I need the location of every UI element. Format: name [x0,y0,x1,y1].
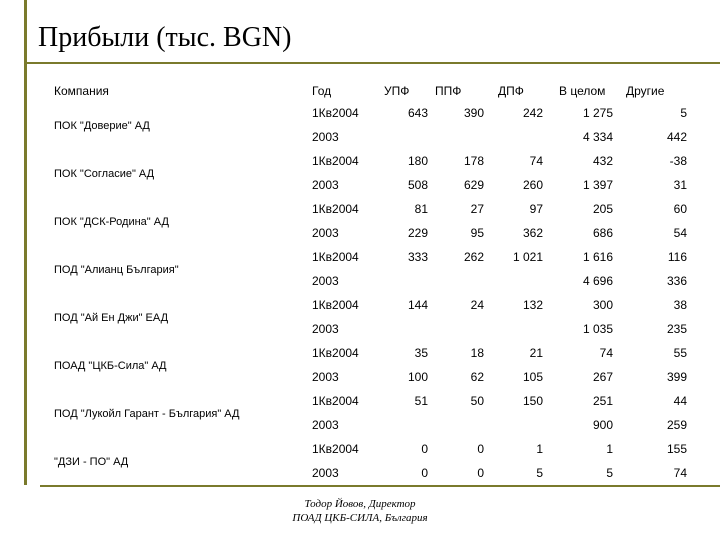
year-cell: 1Кв2004 [312,154,359,168]
profits-table [46,72,696,484]
other-cell: 5 [680,106,687,120]
upf-cell: 229 [407,226,428,240]
total-cell: 300 [592,298,613,312]
ppf-cell: 95 [470,226,484,240]
upf-cell: 100 [407,370,428,384]
ppf-cell: 178 [463,154,484,168]
company-name: ПОК "ДСК-Родина" АД [54,216,169,228]
total-cell: 1 275 [582,106,613,120]
year-cell: 2003 [312,322,339,336]
total-cell: 251 [592,394,613,408]
bottom-accent-line [40,485,720,487]
total-cell: 686 [592,226,613,240]
ppf-cell: 390 [463,106,484,120]
year-cell: 2003 [312,466,339,480]
ppf-cell: 62 [470,370,484,384]
dpf-cell: 97 [529,202,543,216]
company-name: ПОАД "ЦКБ-Сила" АД [54,360,167,372]
footer-organization: ПОАД ЦКБ-СИЛА, България [292,512,428,524]
total-cell: 4 696 [582,274,613,288]
header-ppf: ППФ [435,84,462,98]
company-name: ПОК "Согласие" АД [54,168,155,180]
other-cell: 235 [666,322,687,336]
company-name: ПОК "Доверие" АД [54,120,150,132]
upf-cell: 643 [407,106,428,120]
year-cell: 1Кв2004 [312,202,359,216]
total-cell: 74 [599,346,613,360]
other-cell: 259 [666,418,687,432]
total-cell: 205 [592,202,613,216]
header-company: Компания [54,84,109,98]
other-cell: 44 [673,394,687,408]
dpf-cell: 1 [536,442,543,456]
dpf-cell: 5 [536,466,543,480]
upf-cell: 35 [414,346,428,360]
header-other: Другие [626,84,665,98]
upf-cell: 144 [407,298,428,312]
total-cell: 4 334 [582,130,613,144]
other-cell: 442 [666,130,687,144]
dpf-cell: 362 [522,226,543,240]
title-underline [24,62,720,64]
dpf-cell: 1 021 [512,250,543,264]
ppf-cell: 18 [470,346,484,360]
year-cell: 2003 [312,130,339,144]
other-cell: 55 [673,346,687,360]
header-upf: УПФ [384,84,410,98]
other-cell: 54 [673,226,687,240]
year-cell: 2003 [312,178,339,192]
year-cell: 1Кв2004 [312,298,359,312]
dpf-cell: 260 [522,178,543,192]
upf-cell: 180 [407,154,428,168]
upf-cell: 0 [421,466,428,480]
other-cell: 31 [673,178,687,192]
header-year: Год [312,84,332,98]
ppf-cell: 629 [463,178,484,192]
total-cell: 432 [592,154,613,168]
other-cell: 155 [666,442,687,456]
other-cell: -38 [669,154,687,168]
year-cell: 2003 [312,226,339,240]
upf-cell: 0 [421,442,428,456]
other-cell: 38 [673,298,687,312]
total-cell: 1 035 [582,322,613,336]
ppf-cell: 50 [470,394,484,408]
footer [0,497,720,525]
other-cell: 74 [673,466,687,480]
total-cell: 5 [606,466,613,480]
year-cell: 2003 [312,274,339,288]
header-total: В целом [559,84,606,98]
dpf-cell: 242 [522,106,543,120]
company-name: "ДЗИ - ПО" АД [54,456,129,468]
year-cell: 1Кв2004 [312,346,359,360]
upf-cell: 51 [414,394,428,408]
company-name: ПОД "Алианц България" [54,264,179,276]
header-dpf: ДПФ [498,84,524,98]
dpf-cell: 21 [529,346,543,360]
ppf-cell: 0 [477,466,484,480]
total-cell: 1 616 [582,250,613,264]
year-cell: 2003 [312,418,339,432]
year-cell: 1Кв2004 [312,250,359,264]
year-cell: 1Кв2004 [312,394,359,408]
year-cell: 1Кв2004 [312,106,359,120]
total-cell: 1 397 [582,178,613,192]
ppf-cell: 262 [463,250,484,264]
other-cell: 399 [666,370,687,384]
total-cell: 900 [592,418,613,432]
dpf-cell: 105 [522,370,543,384]
company-name: ПОД "Ай Ен Джи" ЕАД [54,312,169,324]
upf-cell: 508 [407,178,428,192]
company-name: ПОД "Лукойл Гарант - България" АД [54,408,240,420]
ppf-cell: 24 [470,298,484,312]
year-cell: 2003 [312,370,339,384]
dpf-cell: 74 [529,154,543,168]
upf-cell: 81 [414,202,428,216]
upf-cell: 333 [407,250,428,264]
footer-author: Тодор Йовов, Директор [304,498,416,510]
other-cell: 60 [673,202,687,216]
ppf-cell: 0 [477,442,484,456]
dpf-cell: 150 [522,394,543,408]
left-accent-line [24,0,27,485]
other-cell: 116 [667,250,687,264]
total-cell: 267 [592,370,613,384]
dpf-cell: 132 [522,298,543,312]
page-title: Прибыли (тыс. BGN) [38,22,292,53]
other-cell: 336 [666,274,687,288]
total-cell: 1 [606,442,613,456]
ppf-cell: 27 [470,202,484,216]
year-cell: 1Кв2004 [312,442,359,456]
